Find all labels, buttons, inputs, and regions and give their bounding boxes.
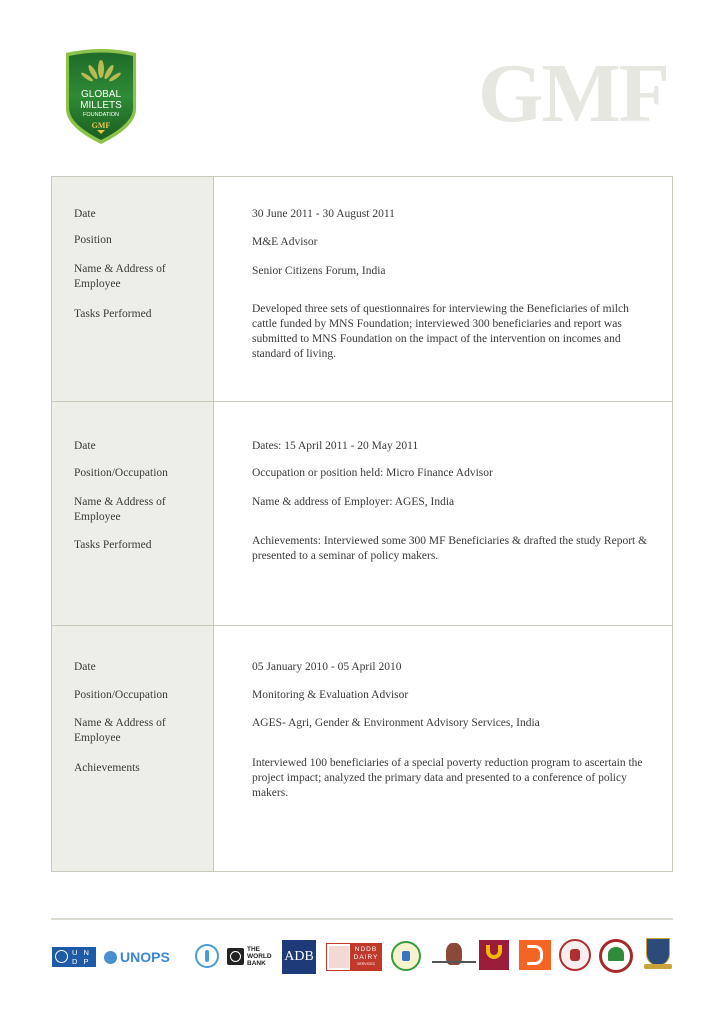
value-achievements: Interviewed 100 beneficiaries of a special poverty reduction program to ascertain the project impact; analyzed the primary data and presented to a conference of policy makers.: [252, 757, 643, 799]
agricultural-university-seal-logo: [599, 939, 633, 973]
pnb-symbol-icon: [486, 945, 502, 959]
globe-icon: [227, 948, 244, 965]
gmf-watermark: GMF: [478, 47, 668, 140]
label-date: Date: [74, 440, 96, 452]
label-position: Position/Occupation: [74, 467, 168, 479]
pnb-logo: [479, 940, 509, 970]
nddb-line1: NDDB: [354, 946, 378, 953]
cow-head-icon: [570, 949, 580, 961]
footer-divider: [51, 918, 673, 920]
value-employer: Name & address of Employer: AGES, India: [252, 496, 455, 508]
experience-entry: [52, 177, 672, 401]
nddb-line3: SERVICES: [357, 962, 375, 966]
fao-logo: [195, 944, 219, 968]
unops-logo: [104, 949, 184, 967]
tree-icon: [608, 947, 624, 961]
label-employer: Name & Address of Employee: [74, 496, 166, 523]
value-tasks: Developed three sets of questionnaires for interviewing the Beneficiaries of milch cattle funded by MNS Foundation; interviewed 300 beneficiaries and report was submitted to MNS Foundation on the impact of the intervention on incomes and standard of living.: [252, 303, 629, 360]
world-bank-line3: BANK: [247, 960, 266, 967]
experience-table: [51, 176, 673, 872]
value-position: Monitoring & Evaluation Advisor: [252, 689, 409, 701]
label-position: Position: [74, 234, 112, 246]
value-date: Dates: 15 April 2011 - 20 May 2011: [252, 440, 419, 452]
label-date: Date: [74, 208, 96, 220]
undp-logo: [52, 947, 96, 967]
nddb-line2: DAIRY: [353, 954, 379, 961]
logo-line1: GLOBAL: [80, 89, 122, 100]
value-tasks: Achievements: Interviewed some 300 MF Beneficiaries & drafted the study Report & presented to a seminar of policy makers.: [252, 535, 648, 562]
shield-icon: [402, 951, 410, 961]
value-position: M&E Advisor: [252, 236, 318, 248]
experience-entry: [52, 401, 672, 625]
world-bank-line1: THE: [247, 946, 260, 953]
adb-text: ADB: [284, 949, 314, 964]
label-position: Position/Occupation: [74, 689, 168, 701]
label-employer: Name & Address of Employee: [74, 263, 166, 290]
unops-text: UNOPS: [120, 949, 170, 965]
partner-logos: [52, 936, 674, 976]
value-employer: Senior Citizens Forum, India: [252, 265, 386, 277]
value-date: 30 June 2011 - 30 August 2011: [252, 208, 395, 220]
nddb-logo: [326, 943, 382, 971]
value-employer: AGES- Agri, Gender & Environment Advisory Services, India: [252, 717, 540, 729]
logo-line2: MILLETS: [80, 100, 122, 111]
label-employer: Name & Address of Employee: [74, 717, 166, 744]
world-bank-logo: [227, 946, 277, 968]
un-emblem-icon: [104, 951, 117, 964]
label-achievements: Achievements: [74, 762, 140, 774]
bank-of-baroda-logo: [519, 940, 551, 970]
label-tasks: Tasks Performed: [74, 539, 152, 551]
label-date: Date: [74, 661, 96, 673]
cow-icon: [329, 946, 349, 968]
crest-shield-icon: [646, 938, 670, 966]
adb-logo: [282, 940, 316, 974]
undp-text: U N D P: [72, 948, 91, 966]
world-bank-line2: WORLD: [247, 953, 272, 960]
value-date: 05 January 2010 - 05 April 2010: [252, 661, 402, 673]
png-emblem-logo: [432, 941, 476, 971]
value-position: Occupation or position held: Micro Finance Advisor: [252, 467, 493, 479]
baroda-sun-icon: [527, 945, 543, 965]
logo-line3: FOUNDATION: [83, 112, 119, 118]
rwanda-emblem-logo: [391, 941, 421, 971]
label-tasks: Tasks Performed: [74, 308, 152, 320]
wheat-icon: [205, 950, 209, 962]
logo-badge: GMF: [91, 121, 111, 130]
un-emblem-icon: [55, 950, 68, 963]
university-seal-logo: [559, 939, 591, 971]
global-millets-foundation-logo: [62, 47, 140, 146]
experience-entry: [52, 625, 672, 871]
university-crest-logo: [644, 938, 672, 972]
